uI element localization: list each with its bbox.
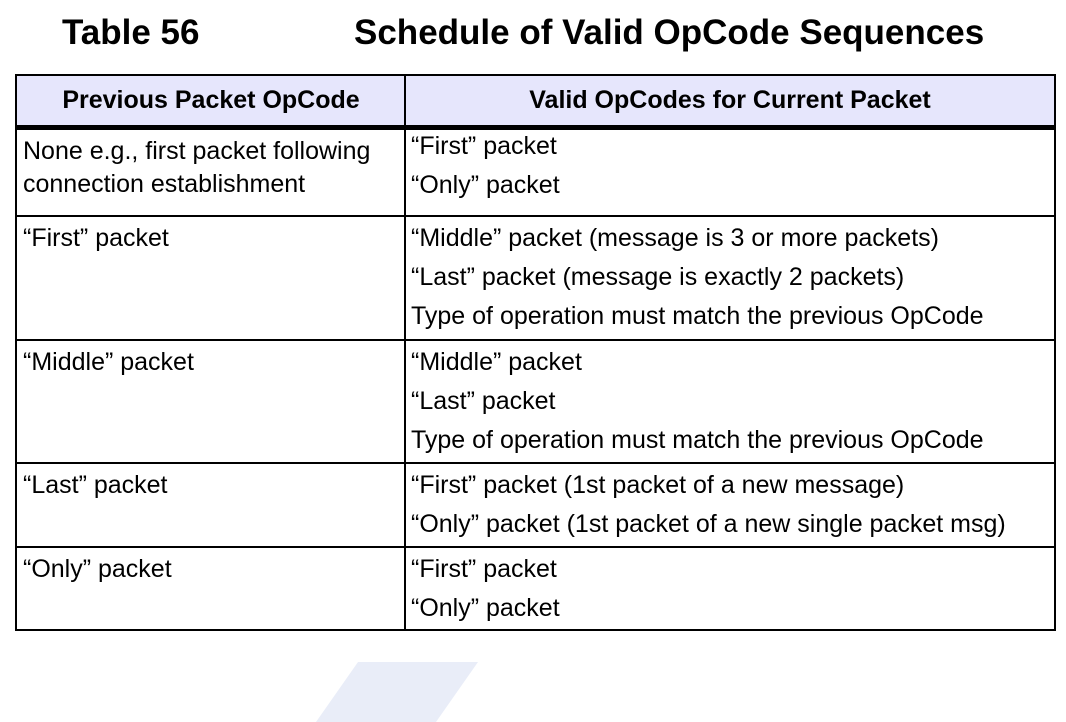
- table-row: [17, 341, 1054, 464]
- table-caption: [0, 0, 1066, 74]
- column-header-valid-opcodes: Valid OpCodes for Current Packet: [529, 86, 931, 114]
- valid-opcodes-cell: [411, 343, 1051, 460]
- previous-opcode-cell: “First” packet: [23, 224, 169, 252]
- valid-opcode-line: “Only” packet: [411, 594, 560, 622]
- valid-opcode-line: “Only” packet (1st packet of a new single packet msg): [411, 510, 1006, 538]
- table-header: [17, 76, 1054, 130]
- previous-opcode-cell: None e.g., first packet following connection establishment: [23, 137, 371, 198]
- opcode-sequence-table: [15, 74, 1056, 631]
- previous-opcode-cell: “Middle” packet: [23, 348, 194, 376]
- valid-opcode-line: “Last” packet: [411, 387, 556, 415]
- valid-opcode-line: “First” packet: [411, 132, 557, 160]
- valid-opcode-line: “Middle” packet (message is 3 or more packets): [411, 224, 939, 252]
- valid-opcode-line: “Only” packet: [411, 171, 560, 199]
- table-title: Schedule of Valid OpCode Sequences: [354, 13, 985, 52]
- valid-opcode-line: “First” packet (1st packet of a new message): [411, 471, 905, 499]
- valid-opcode-line: Type of operation must match the previous OpCode: [411, 302, 984, 330]
- valid-opcode-line: Type of operation must match the previous OpCode: [411, 426, 984, 454]
- table-row: [17, 464, 1054, 548]
- column-divider: [404, 76, 406, 629]
- table-row: [17, 548, 1054, 629]
- column-header-previous-opcode: Previous Packet OpCode: [62, 86, 360, 114]
- previous-opcode-cell: “Only” packet: [23, 555, 172, 583]
- watermark-shape: [316, 662, 478, 722]
- table-row: [17, 217, 1054, 341]
- table-number: Table 56: [62, 13, 200, 52]
- previous-opcode-cell: “Last” packet: [23, 471, 168, 499]
- valid-opcodes-cell: [411, 219, 1051, 336]
- valid-opcode-line: “First” packet: [411, 555, 557, 583]
- valid-opcode-line: “Middle” packet: [411, 348, 582, 376]
- valid-opcodes-cell: [411, 127, 1051, 205]
- valid-opcode-line: “Last” packet (message is exactly 2 packets): [411, 263, 905, 291]
- valid-opcodes-cell: [411, 550, 1051, 628]
- valid-opcodes-cell: [411, 466, 1051, 544]
- table-row: [17, 130, 1054, 217]
